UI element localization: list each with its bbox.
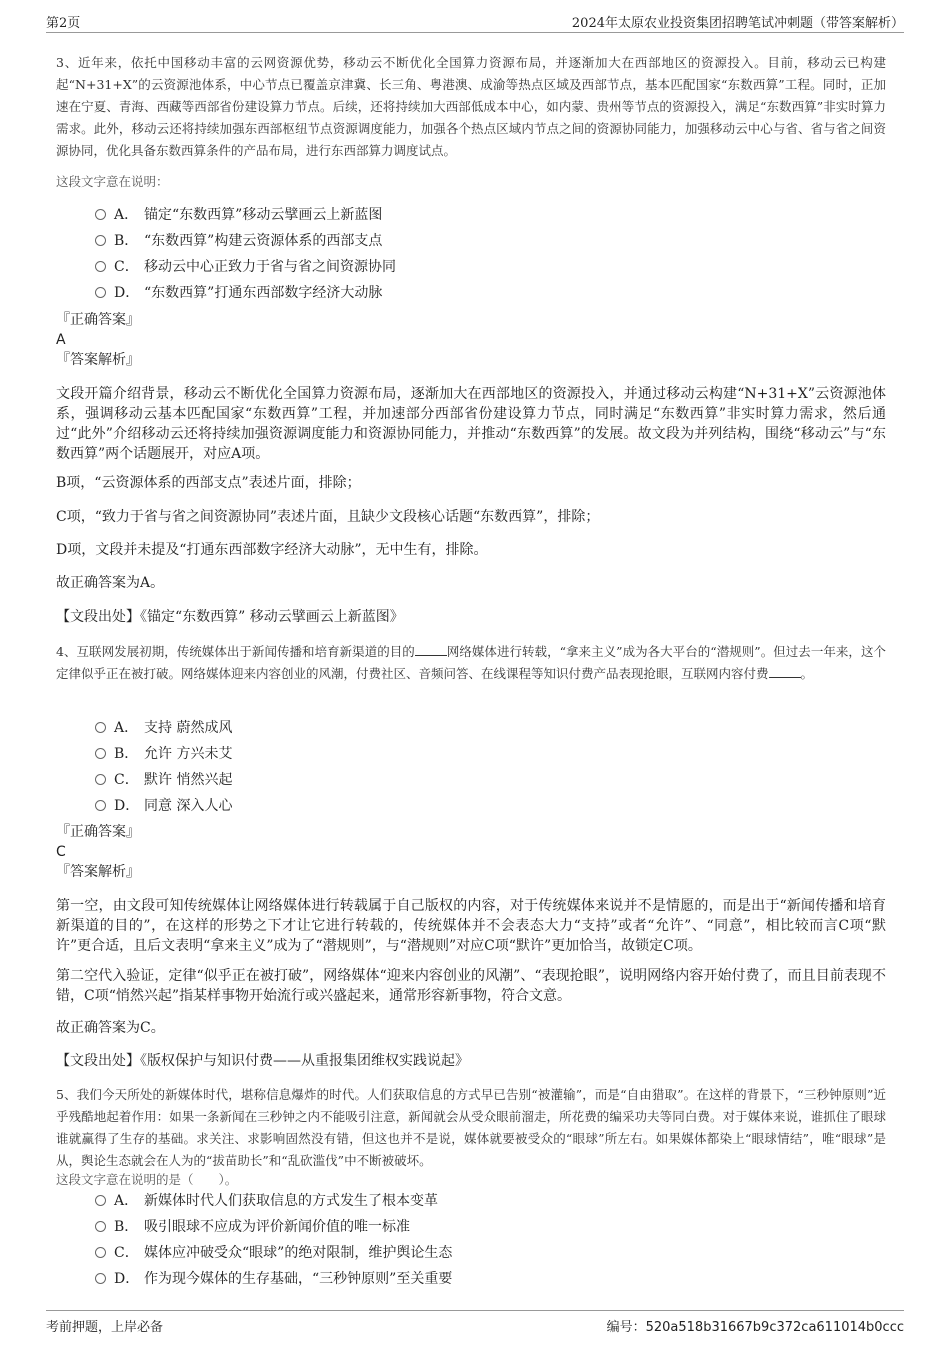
radio-icon[interactable] xyxy=(95,1273,106,1284)
analysis-paragraph: 故正确答案为C。 xyxy=(56,1020,165,1036)
analysis-paragraph: 文段开篇介绍背景，移动云不断优化全国算力资源布局，逐渐加大在西部地区的资源投入，并通过移动云构建“N+31+X”云资源池体系，强调移动云基本匹配国家“东数西算”工程，并加速部分西部省份建设算力节点，同时满足“东数西算”非实时算力需求，然后通过“此外”介绍移动云还将持续加强资源调度能力和资源协同能力，并推动“东数西算”的发展。故文段为并列结构，围绕“移动云”与“东数西算”两个话题展开，对应A项。 xyxy=(56,386,886,462)
correct-answer-label: 『正确答案』 xyxy=(56,312,140,328)
option-d[interactable]: D． “东数西算”打通东西部数字经济大动脉 xyxy=(95,280,875,306)
page-header xyxy=(46,10,904,33)
analysis-paragraph: 第二空代入验证，定律“似乎正在被打破”，网络媒体“迎来内容创业的风潮”、“表现抢眼”，说明网络内容开始付费了，而且目前表现不错，C项“悄然兴起”指某样事物开始流行或兴盛起来，通常形容新事物，符合文意。 xyxy=(56,968,886,1004)
analysis-paragraph: D项，文段并未提及“打通东西部数字经济大动脉”，无中生有，排除。 xyxy=(56,542,488,558)
option-b[interactable]: B． 吸引眼球不应成为评价新闻价值的唯一标准 xyxy=(95,1214,875,1240)
option-b[interactable]: B． 允许 方兴未艾 xyxy=(95,741,875,767)
fill-blank xyxy=(415,643,447,656)
page-footer xyxy=(46,1310,904,1337)
question-3-text: 3、近年来，依托中国移动丰富的云网资源优势，移动云不断优化全国算力资源布局，并逐渐加大在西部地区的资源投入。目前，移动云已构建起“N+31+X”的云资源池体系，中心节点已覆盖京津冀、长三角、粤港澳、成渝等热点区域及西部节点，基本匹配国家“东数西算”工程。同时，正加速在宁夏、青海、西藏等西部省份建设算力节点。后续，还将持续加大西部低成本中心，如内蒙、贵州等节点的资源投入，满足“东数西算”非实时算力需求。此外，移动云还将持续加强东西部枢纽节点资源调度能力，加强各个热点区域内节点之间的资源协同能力，加强移动云中心与省、省与省之间资源协同，优化具备东数西算条件的产品布局，进行东西部算力调度试点。 xyxy=(56,55,886,158)
question-3-prompt: 这段文字意在说明： xyxy=(56,174,169,189)
analysis-paragraph: 故正确答案为A。 xyxy=(56,575,165,591)
radio-icon[interactable] xyxy=(95,261,106,272)
radio-icon[interactable] xyxy=(95,1195,106,1206)
analysis-label: 『答案解析』 xyxy=(56,352,140,368)
correct-answer: C xyxy=(56,844,66,860)
source-citation: 【文段出处】《锚定“东数西算” 移动云擘画云上新蓝图》 xyxy=(56,609,404,625)
correct-answer-label: 『正确答案』 xyxy=(56,824,140,840)
question-4-options xyxy=(95,715,875,819)
option-c[interactable]: C． 默许 悄然兴起 xyxy=(95,767,875,793)
source-citation: 【文段出处】《版权保护与知识付费——从重报集团维权实践说起》 xyxy=(56,1053,469,1069)
question-5-prompt: 这段文字意在说明的是（ ）。 xyxy=(56,1172,238,1187)
option-c[interactable]: C． 移动云中心正致力于省与省之间资源协同 xyxy=(95,254,875,280)
question-5-options xyxy=(95,1188,875,1292)
radio-icon[interactable] xyxy=(95,1247,106,1258)
radio-icon[interactable] xyxy=(95,722,106,733)
option-a[interactable]: A． 支持 蔚然成风 xyxy=(95,715,875,741)
question-4-text: 4、互联网发展初期，传统媒体出于新闻传播和培育新渠道的目的 网络媒体进行转载，“拿来主义”成为各大平台的“潜规则”。但过去一年来，这个定律似乎正在被打破。网络媒体迎来内容创业的风潮，付费社区、音频问答、在线课程等知识付费产品表现抢眼，互联网内容付费 。 xyxy=(56,644,886,681)
option-d[interactable]: D． 作为现今媒体的生存基础，“三秒钟原则”至关重要 xyxy=(95,1266,875,1292)
document-title: 2024年太原农业投资集团招聘笔试冲刺题（带答案解析） xyxy=(571,16,904,31)
fill-blank xyxy=(769,665,801,678)
option-a[interactable]: A． 锚定“东数西算”移动云擘画云上新蓝图 xyxy=(95,202,875,228)
radio-icon[interactable] xyxy=(95,748,106,759)
page-number: 第2页 xyxy=(46,16,81,31)
option-d[interactable]: D． 同意 深入人心 xyxy=(95,793,875,819)
question-3-options xyxy=(95,202,875,306)
option-a[interactable]: A． 新媒体时代人们获取信息的方式发生了根本变革 xyxy=(95,1188,875,1214)
option-c[interactable]: C． 媒体应冲破受众“眼球”的绝对限制，维护舆论生态 xyxy=(95,1240,875,1266)
analysis-paragraph: 第一空，由文段可知传统媒体让网络媒体进行转载属于自己版权的内容，对于传统媒体来说并不是情愿的，而是出于“新闻传播和培育新渠道的目的”，在这样的形势之下才让它进行转载的，传统媒体并不会表态大力“支持”或者“允许”、“同意”，相比较而言C项“默许”更合适，且后文表明“拿来主义”成为了“潜规则”，与“潜规则”对应C项“默许”更加恰当，故锁定C项。 xyxy=(56,898,886,954)
radio-icon[interactable] xyxy=(95,287,106,298)
radio-icon[interactable] xyxy=(95,235,106,246)
document-code: 编号：520a518b31667b9c372ca611014b0ccc xyxy=(606,1320,904,1335)
radio-icon[interactable] xyxy=(95,800,106,811)
analysis-paragraph: C项，“致力于省与省之间资源协同”表述片面，且缺少文段核心话题“东数西算”，排除； xyxy=(56,509,600,525)
question-5-text: 5、我们今天所处的新媒体时代，堪称信息爆炸的时代。人们获取信息的方式早已告别“被灌输”，而是“自由猎取”。在这样的背景下，“三秒钟原则”近乎残酷地起着作用：如果一条新闻在三秒钟之内不能吸引注意，新闻就会从受众眼前溜走，所花费的编采功夫等同白费。对于媒体来说，谁抓住了眼球谁就赢得了生存的基础。求关注、求影响固然没有错，但这也并不是说，媒体就要被受众的“眼球”所左右。如果媒体都染上“眼球情结”，唯“眼球”是从，舆论生态就会在人为的“拔苗助长”和“乱砍滥伐”中不断被破坏。 xyxy=(56,1087,886,1168)
option-b[interactable]: B． “东数西算”构建云资源体系的西部支点 xyxy=(95,228,875,254)
radio-icon[interactable] xyxy=(95,1221,106,1232)
correct-answer: A xyxy=(56,332,66,348)
analysis-label: 『答案解析』 xyxy=(56,864,140,880)
radio-icon[interactable] xyxy=(95,774,106,785)
radio-icon[interactable] xyxy=(95,209,106,220)
footer-slogan: 考前押题，上岸必备 xyxy=(46,1320,164,1335)
analysis-paragraph: B项，“云资源体系的西部支点”表述片面，排除； xyxy=(56,475,361,491)
